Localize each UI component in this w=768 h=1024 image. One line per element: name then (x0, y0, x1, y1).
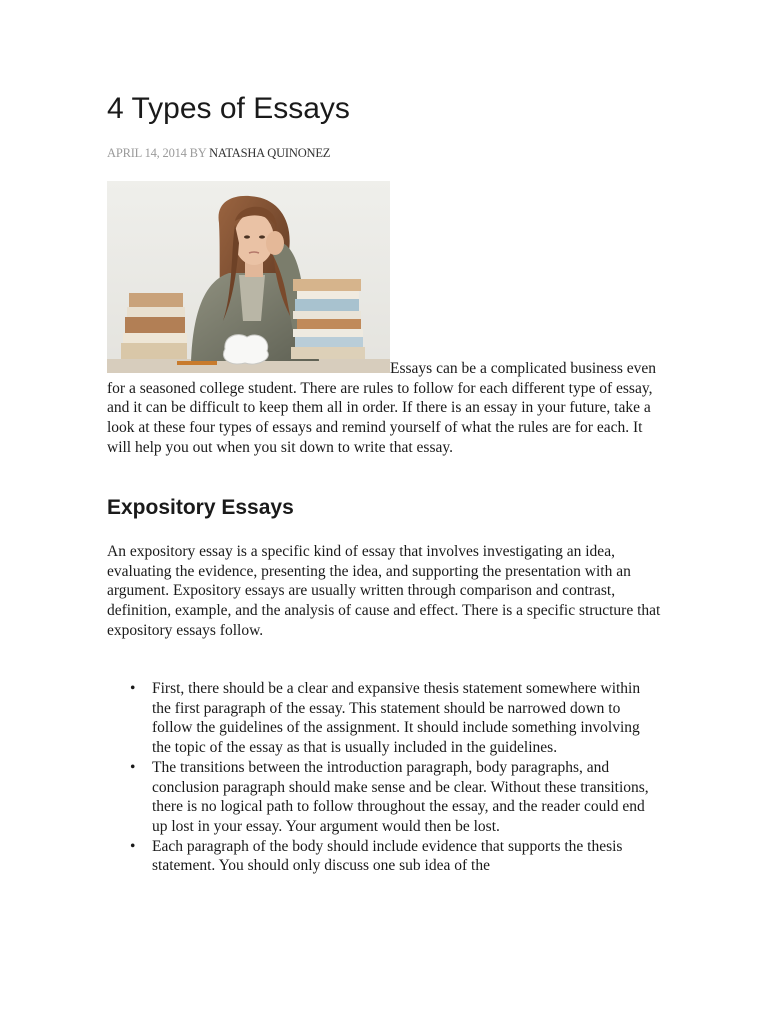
list-item (107, 758, 652, 837)
list-item (107, 679, 652, 758)
article-author[interactable]: NATASHA QUINONEZ (209, 146, 331, 160)
student-photo (107, 181, 390, 373)
bullet-list (107, 679, 667, 876)
list-item-text: The transitions between the introduction paragraph, body paragraphs, and conclusion paragraph should make sense and be clear. Without these transitions, there is no logical path to follow throughout the essay, and the reader could end up lost in your essay. Your argument would then be lost. (152, 758, 649, 835)
article-title: 4 Types of Essays (107, 92, 350, 125)
bullet-icon: • (130, 837, 136, 855)
article-date: APRIL 14, 2014 BY (107, 146, 210, 160)
list-item-text: Each paragraph of the body should include evidence that supports the thesis statement. You should only discuss one sub idea of the (152, 837, 623, 875)
intro-paragraph: Essays can be a complicated business even for a seasoned college student. There are rules to follow for each different type of essay, and it can be difficult to keep them all in order. If there is an essay in your future, take a look at these four types of essays and remind yourself of what the rules are for each. It will help you out when you sit down to write that essay. (107, 360, 656, 456)
section-paragraph: An expository essay is a specific kind of essay that involves investigating an idea, evaluating the evidence, presenting the idea, and supporting the presentation with an argument. Expository essays are usually written through comparison and contrast, definition, example, and the analysis of cause and effect. There is a specific structure that expository essays follow. (107, 543, 661, 639)
bullet-icon: • (130, 758, 136, 776)
bullet-icon: • (130, 680, 136, 697)
list-item-text: First, there should be a clear and expansive thesis statement somewhere within the first paragraph of the essay. This statement should be narrowed down to follow the guidelines of the assignment. It should include something involving the topic of the essay as that is usually included in the guidelines. (152, 680, 641, 757)
section-heading: Expository Essays (107, 496, 294, 519)
list-item (107, 837, 652, 876)
article-meta (107, 146, 330, 161)
